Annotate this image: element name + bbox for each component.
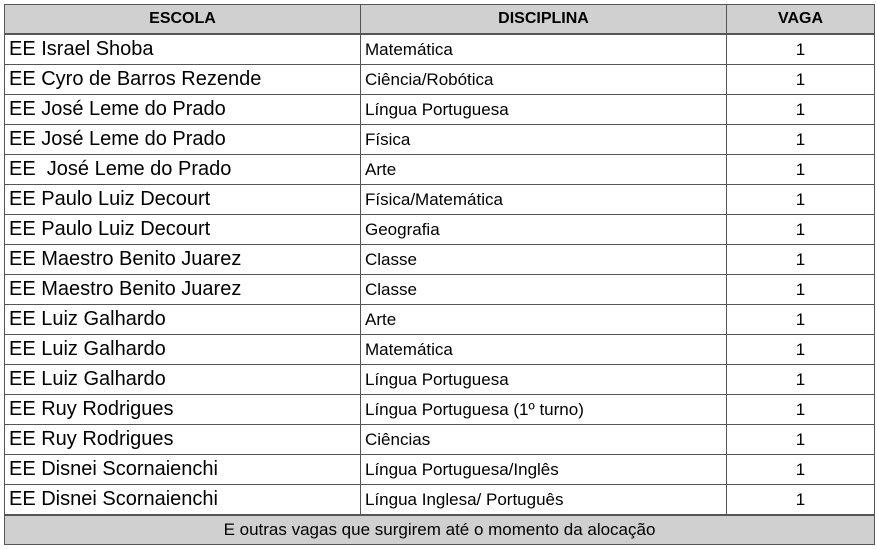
table-row bbox=[5, 215, 875, 245]
cell-vaga: 1 bbox=[727, 125, 875, 155]
table-row bbox=[5, 335, 875, 365]
table-row bbox=[5, 425, 875, 455]
cell-escola: EE Luiz Galhardo bbox=[5, 305, 361, 335]
table-row bbox=[5, 95, 875, 125]
cell-disciplina: Ciência/Robótica bbox=[361, 65, 727, 95]
cell-vaga: 1 bbox=[727, 34, 875, 65]
table-row bbox=[5, 365, 875, 395]
cell-disciplina: Matemática bbox=[361, 335, 727, 365]
cell-vaga: 1 bbox=[727, 335, 875, 365]
cell-vaga: 1 bbox=[727, 395, 875, 425]
cell-escola: EE José Leme do Prado bbox=[5, 155, 361, 185]
cell-escola: EE Maestro Benito Juarez bbox=[5, 245, 361, 275]
cell-escola: EE Disnei Scornaienchi bbox=[5, 485, 361, 516]
cell-disciplina: Física bbox=[361, 125, 727, 155]
cell-disciplina: Língua Portuguesa (1º turno) bbox=[361, 395, 727, 425]
footer-row bbox=[5, 515, 875, 545]
table-row bbox=[5, 65, 875, 95]
cell-disciplina: Língua Portuguesa bbox=[361, 95, 727, 125]
cell-disciplina: Língua Portuguesa bbox=[361, 365, 727, 395]
cell-escola: EE Israel Shoba bbox=[5, 34, 361, 65]
cell-disciplina: Arte bbox=[361, 155, 727, 185]
cell-disciplina: Língua Portuguesa/Inglês bbox=[361, 455, 727, 485]
cell-escola: EE Ruy Rodrigues bbox=[5, 395, 361, 425]
table-row bbox=[5, 245, 875, 275]
cell-vaga: 1 bbox=[727, 245, 875, 275]
cell-disciplina: Ciências bbox=[361, 425, 727, 455]
table-row bbox=[5, 125, 875, 155]
cell-disciplina: Classe bbox=[361, 275, 727, 305]
table-row bbox=[5, 455, 875, 485]
cell-escola: EE Disnei Scornaienchi bbox=[5, 455, 361, 485]
cell-vaga: 1 bbox=[727, 275, 875, 305]
cell-vaga: 1 bbox=[727, 185, 875, 215]
cell-escola: EE Paulo Luiz Decourt bbox=[5, 215, 361, 245]
cell-vaga: 1 bbox=[727, 155, 875, 185]
table-row bbox=[5, 275, 875, 305]
table-row bbox=[5, 395, 875, 425]
table-row bbox=[5, 305, 875, 335]
cell-vaga: 1 bbox=[727, 305, 875, 335]
cell-disciplina: Matemática bbox=[361, 34, 727, 65]
table-header bbox=[5, 5, 875, 35]
cell-escola: EE Ruy Rodrigues bbox=[5, 425, 361, 455]
vacancies-table bbox=[4, 4, 875, 545]
table-body bbox=[5, 34, 875, 515]
cell-vaga: 1 bbox=[727, 425, 875, 455]
cell-disciplina: Classe bbox=[361, 245, 727, 275]
table-row bbox=[5, 155, 875, 185]
cell-escola: EE Luiz Galhardo bbox=[5, 365, 361, 395]
cell-vaga: 1 bbox=[727, 65, 875, 95]
cell-escola: EE Paulo Luiz Decourt bbox=[5, 185, 361, 215]
cell-escola: EE José Leme do Prado bbox=[5, 125, 361, 155]
cell-disciplina: Geografia bbox=[361, 215, 727, 245]
cell-escola: EE Maestro Benito Juarez bbox=[5, 275, 361, 305]
cell-vaga: 1 bbox=[727, 455, 875, 485]
cell-escola: EE Cyro de Barros Rezende bbox=[5, 65, 361, 95]
footer-note: E outras vagas que surgirem até o momento da alocação bbox=[5, 515, 875, 545]
header-vaga: VAGA bbox=[727, 5, 875, 35]
cell-escola: EE José Leme do Prado bbox=[5, 95, 361, 125]
table-row bbox=[5, 485, 875, 516]
table-row bbox=[5, 185, 875, 215]
table-footer bbox=[5, 515, 875, 545]
cell-disciplina: Língua Inglesa/ Português bbox=[361, 485, 727, 516]
cell-disciplina: Física/Matemática bbox=[361, 185, 727, 215]
cell-vaga: 1 bbox=[727, 485, 875, 516]
cell-escola: EE Luiz Galhardo bbox=[5, 335, 361, 365]
table-row bbox=[5, 34, 875, 65]
header-disciplina: DISCIPLINA bbox=[361, 5, 727, 35]
header-escola: ESCOLA bbox=[5, 5, 361, 35]
cell-vaga: 1 bbox=[727, 215, 875, 245]
cell-vaga: 1 bbox=[727, 365, 875, 395]
cell-vaga: 1 bbox=[727, 95, 875, 125]
cell-disciplina: Arte bbox=[361, 305, 727, 335]
header-row bbox=[5, 5, 875, 35]
